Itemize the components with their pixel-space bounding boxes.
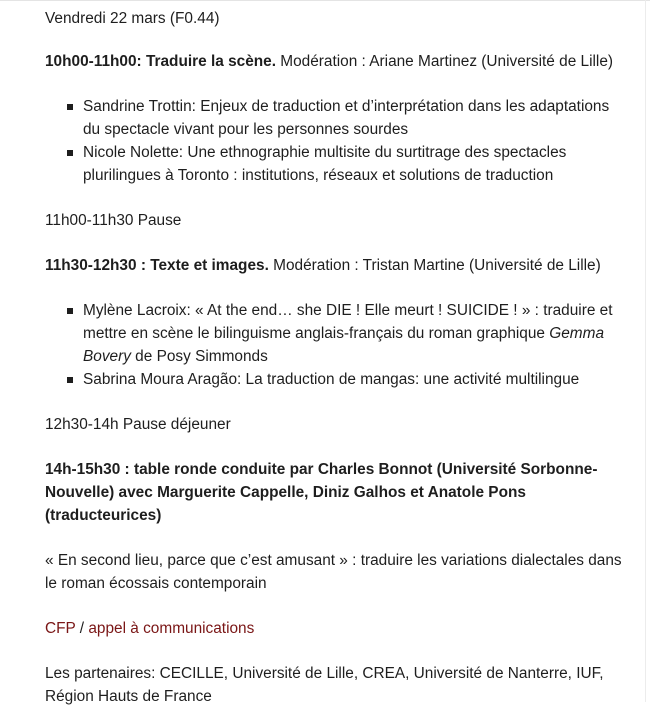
talk-text: Mylène Lacroix: « At the end… she DIE ! Elle meurt ! SUICIDE ! » : traduire et mettre en scène le bilinguisme anglais-français du roman graphique	[83, 302, 613, 342]
list-item	[83, 95, 625, 141]
partners-text: Les partenaires: CECILLE, Université de Lille, CREA, Université de Nanterre, IUF, Région Hauts de France	[45, 665, 604, 705]
book-title: Gemma Bovery	[83, 325, 604, 365]
talk-text: Nicole Nolette: Une ethnographie multisite du surtitrage des spectacles plurilingues à Toronto : institutions, réseaux et solutions de traduction	[83, 144, 567, 184]
talk-text: Sabrina Moura Aragão: La traduction de mangas: une activité multilingue	[83, 371, 580, 388]
roundtable-title: 14h-15h30 : table ronde conduite par Charles Bonnot (Université Sorbonne-Nouvelle) avec Marguerite Cappelle, Diniz Galhos et Anatole Pons (traducteurices)	[45, 461, 598, 524]
list-item	[83, 368, 625, 391]
lunch-pause-line: 12h30-14h Pause déjeuner	[45, 416, 231, 433]
session-moderation: Modération : Tristan Martine (Université de Lille)	[268, 257, 601, 274]
list-item	[83, 299, 625, 368]
bullet-square-icon	[67, 150, 73, 156]
right-border	[645, 0, 646, 702]
session-texte-et-images-heading	[45, 254, 625, 277]
top-border	[0, 0, 650, 1]
bullet-square-icon	[67, 104, 73, 110]
bullet-square-icon	[67, 308, 73, 314]
quote-talk-title: « En second lieu, parce que c’est amusant » : traduire les variations dialectales dans le roman écossais contemporain	[45, 552, 622, 592]
cfp-line	[45, 617, 625, 640]
roundtable-heading	[45, 458, 625, 527]
session-traduire-la-scene-heading	[45, 50, 625, 73]
cfp-separator: /	[75, 620, 89, 637]
talk-text: Sandrine Trottin: Enjeux de traduction et d’interprétation dans les adaptations du spectacle vivant pour les personnes sourdes	[83, 98, 610, 138]
day-header: Vendredi 22 mars (F0.44)	[45, 10, 220, 27]
session-moderation: Modération : Ariane Martinez (Université de Lille)	[276, 53, 614, 70]
cfp-link[interactable]: CFP	[45, 620, 76, 637]
session-time-title: 10h00-11h00: Traduire la scène.	[45, 53, 276, 70]
call-for-papers-link[interactable]: appel à communications	[88, 620, 255, 637]
session-traduire-la-scene-talks	[45, 95, 625, 187]
bullet-square-icon	[67, 377, 73, 383]
program-content	[45, 7, 625, 708]
session-time-title: 11h30-12h30 : Texte et images.	[45, 257, 269, 274]
talk-text-tail: de Posy Simmonds	[130, 348, 268, 365]
list-item	[83, 141, 625, 187]
pause-line: 11h00-11h30 Pause	[45, 212, 182, 229]
session-texte-et-images-talks	[45, 299, 625, 391]
